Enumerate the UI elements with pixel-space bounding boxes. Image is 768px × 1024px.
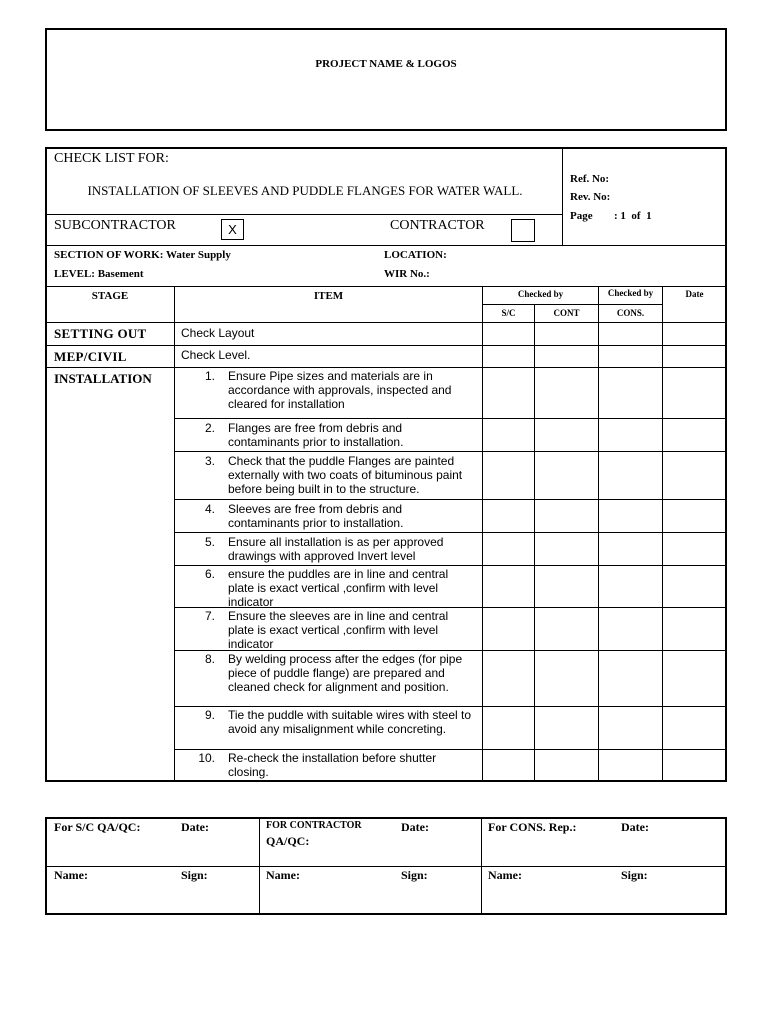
item-number: 4. — [204, 502, 215, 516]
row-divider — [174, 418, 726, 419]
divider — [46, 214, 562, 215]
col-header-sc: S/C — [501, 308, 516, 318]
contractor-label: CONTRACTOR — [390, 218, 485, 233]
cons-name-label: Name: — [488, 868, 522, 882]
row-divider — [174, 565, 726, 566]
header-box — [45, 28, 727, 131]
list-item — [175, 751, 481, 781]
wir-no-label: WIR No.: — [384, 268, 430, 280]
item-text: Ensure Pipe sizes and materials are in accordance with approvals, inspected and cleared for installation — [228, 369, 452, 411]
list-item — [175, 609, 481, 649]
divider — [562, 148, 563, 246]
col-header-cont: CONT — [553, 308, 580, 318]
row-divider — [46, 367, 726, 368]
item-number: 10. — [198, 751, 215, 765]
divider — [46, 286, 726, 287]
col-header-stage: STAGE — [91, 290, 129, 302]
item-text: ensure the puddles are in line and central plate is exact vertical ,confirm with level indicator — [228, 567, 449, 609]
item-number: 6. — [204, 567, 215, 581]
page-label: Page — [570, 210, 593, 222]
contractor-date-label: Date: — [401, 820, 429, 834]
sc-name-label: Name: — [54, 868, 88, 882]
item-text: Sleeves are free from debris and contaminants prior to installation. — [228, 502, 404, 530]
row-divider — [174, 499, 726, 500]
item-number: 8. — [204, 652, 215, 666]
row-divider — [46, 345, 726, 346]
contractor-name-label: Name: — [266, 868, 300, 882]
subcontractor-checkbox[interactable]: X — [221, 219, 244, 240]
page-value: : 1 of 1 — [614, 210, 652, 222]
checklist-title: INSTALLATION OF SLEEVES AND PUDDLE FLANGES FOR WATER WALL. — [87, 183, 523, 198]
col-header-cons: CONS. — [616, 308, 645, 318]
item-number: 3. — [204, 454, 215, 468]
col-header-checked-by: Checked by — [517, 289, 564, 299]
col-header-item: ITEM — [313, 290, 344, 302]
cons-date-label: Date: — [621, 820, 649, 834]
item-check-level: Check Level. — [181, 348, 251, 362]
project-name-logos: PROJECT NAME & LOGOS — [315, 58, 457, 70]
for-contractor-label: FOR CONTRACTOR — [266, 820, 362, 831]
item-text: Tie the puddle with suitable wires with steel to avoid any misalignment while concreting. — [228, 708, 472, 736]
item-text: Re-check the installation before shutter closing. — [228, 751, 437, 779]
item-number: 7. — [204, 609, 215, 623]
item-number: 9. — [204, 708, 215, 722]
item-text: Ensure all installation is as per approved drawings with approved Invert level — [228, 535, 444, 563]
col-divider — [534, 304, 535, 781]
sc-qaqc-label: For S/C QA/QC: — [54, 820, 141, 834]
item-text: Flanges are free from debris and contaminants prior to installation. — [228, 421, 404, 449]
level: LEVEL: Basement — [54, 268, 144, 280]
item-number: 2. — [204, 421, 215, 435]
cons-sign-label: Sign: — [621, 868, 648, 882]
list-item — [175, 535, 481, 565]
list-item — [175, 567, 481, 607]
sc-sign-label: Sign: — [181, 868, 208, 882]
list-item — [175, 502, 481, 532]
row-divider — [482, 304, 662, 305]
item-number: 5. — [204, 535, 215, 549]
divider — [46, 245, 726, 246]
col-header-checked-by: Checked by — [607, 288, 654, 298]
item-check-layout: Check Layout — [181, 326, 255, 340]
rev-no: Rev. No: — [570, 191, 611, 203]
contractor-checkbox[interactable] — [511, 219, 535, 242]
ref-no: Ref. No: — [570, 173, 610, 185]
item-text: Ensure the sleeves are in line and central plate is exact vertical ,confirm with level indicator — [228, 609, 449, 651]
row-divider — [46, 866, 726, 867]
row-divider — [46, 322, 726, 323]
item-text: By welding process after the edges (for pipe piece of puddle flange) are prepared and cleaned check for alignment and position. — [228, 652, 463, 694]
row-divider — [174, 706, 726, 707]
sc-date-label: Date: — [181, 820, 209, 834]
col-header-date: Date — [685, 289, 704, 299]
cons-rep-label: For CONS. Rep.: — [488, 820, 577, 834]
contractor-qaqc-label: QA/QC: — [266, 834, 310, 848]
stage-mep-civil: MEP/CIVIL — [54, 349, 127, 364]
list-item — [175, 708, 481, 749]
subcontractor-label: SUBCONTRACTOR — [54, 218, 176, 233]
list-item — [175, 454, 481, 499]
list-item — [175, 652, 481, 706]
list-item — [175, 369, 481, 417]
item-text: Check that the puddle Flanges are painted externally with two coats of bituminous paint before being built in to the structure. — [228, 454, 463, 496]
item-number: 1. — [204, 369, 215, 383]
row-divider — [174, 532, 726, 533]
row-divider — [174, 749, 726, 750]
stage-installation: INSTALLATION — [54, 371, 152, 386]
checklist-label: CHECK LIST FOR: — [54, 151, 169, 166]
stage-setting-out: SETTING OUT — [54, 326, 147, 341]
section-of-work: SECTION OF WORK: Water Supply — [54, 249, 231, 261]
contractor-sign-label: Sign: — [401, 868, 428, 882]
row-divider — [174, 451, 726, 452]
list-item — [175, 421, 481, 451]
location-label: LOCATION: — [384, 249, 447, 261]
